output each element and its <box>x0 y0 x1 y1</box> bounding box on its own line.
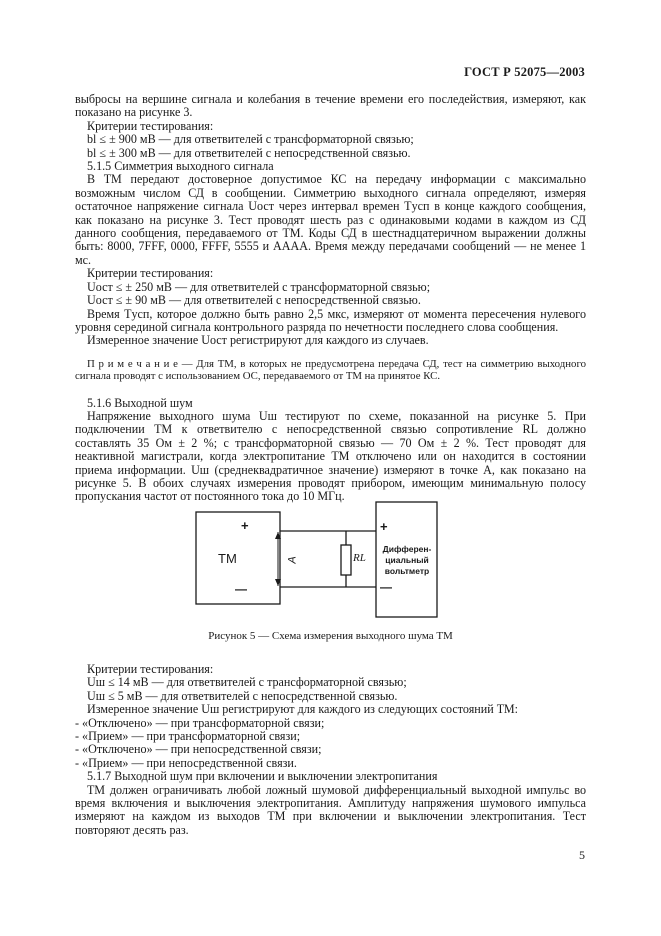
voltmeter-minus-sign: — <box>380 580 392 594</box>
paragraph: Uост ≤ ± 90 мВ — для ответвителей с непосредственной связью. <box>87 293 421 308</box>
list-item: - «Отключено» — при трансформаторной связи; <box>75 715 325 730</box>
figure-5 <box>75 494 586 650</box>
text-block-top <box>75 93 586 504</box>
tm-plus-sign: + <box>241 518 249 533</box>
tm-minus-sign: — <box>235 582 247 596</box>
paragraph: В ТМ передают достоверное допустимое КС на передачу информации с максимально возможным числом СД в сообщении. Симметрию выходного сигнала определяют, измеряя остаточное напряжение сигнала Uост через интервал времен Tусп в конце каждого сообщения, как показано на рисунке 3. Тест проводят шесть раз с одинаковыми кодами в каждом из СД данного сообщения, передаваемого от ТМ. Коды СД в шестнадцатеричном выражении должны быть: 8000, 7FFF, 0000, FFFF, 5555 и AAAA. Время между передачами сообщений — не менее 1 мс. <box>75 172 586 267</box>
list-item: - «Прием» — при непосредственной связи. <box>75 755 297 770</box>
list-item: - «Прием» — при трансформаторной связи; <box>75 729 301 744</box>
spacer <box>75 383 586 397</box>
text-block-bottom <box>75 663 586 837</box>
resistor-label: RL <box>353 552 366 564</box>
paragraph: bl ≤ ± 300 мВ — для ответвителей с непосредственной связью. <box>87 145 411 160</box>
paragraph: bl ≤ ± 900 мВ — для ответвителей с трансформаторной связью; <box>87 132 414 147</box>
voltmeter-plus-sign: + <box>380 519 388 534</box>
list-item: - «Отключено» — при непосредственной связи; <box>75 742 322 757</box>
page-number: 5 <box>579 848 585 862</box>
voltmeter-label-line: циальный <box>385 555 429 565</box>
standard-header: ГОСТ Р 52075—2003 <box>464 65 585 79</box>
section-heading: 5.1.6 Выходной шум <box>87 395 193 410</box>
paragraph: Uш ≤ 5 мВ — для ответвителей с непосредственной связью. <box>87 688 398 703</box>
paragraph: Напряжение выходного шума Uш тестируют по схеме, показанной на рисунке 5. При подключении ТМ к ответвителю с непосредственной связью сопротивление RL должно составлять 35 Ом ± 2 %; с трансформаторной связью — 70 Ом ± 2 %. Тест проводят для неактивной магистрали, когда электропитание ТМ отключено или он находится в состоянии приема информации. Uш (среднеквадратичное значение) измеряют в точке A, как показано на рисунке 5. В обоих случаях измерения проводят прибором, имеющим минимальную полосу пропускания частот от постоянного тока до 10 МГц. <box>75 408 586 504</box>
paragraph: Критерии тестирования: <box>87 662 214 676</box>
voltmeter-label <box>377 544 437 577</box>
paragraph: ТМ должен ограничивать любой ложный шумовой дифференциальный выходной импульс во время включения и выключения электропитания. Амплитуду напряжения шумового импульса измеряют на каждом из выходов ТМ при включении и выключении электропитания. Тест повторяют десять раз. <box>75 782 586 837</box>
paragraph: выбросы на вершине сигнала и колебания в течение времени его последействия, измеряют, как показано на рисунке 3. <box>75 92 586 120</box>
paragraph: Критерии тестирования: <box>87 118 214 133</box>
tm-label: ТМ <box>218 551 237 566</box>
paragraph: Время Tусп, которое должно быть равно 2,5 мкс, измеряют от момента пересечения нулевого уровня серединой сигнала контрольного разряда по нечетности последнего слова сообщения. <box>75 306 586 334</box>
paragraph: Uост ≤ ± 250 мВ — для ответвителей с трансформаторной связью; <box>87 279 431 294</box>
paragraph: Критерии тестирования: <box>87 266 214 281</box>
note: П р и м е ч а н и е — Для ТМ, в которых не предусмотрена передача СД, тест на симметрию выходного сигнала проводят с использованием ОС, передаваемого от ТМ на принятое КС. <box>75 357 586 383</box>
paragraph: Uш ≤ 14 мВ — для ответвителей с трансформаторной связью; <box>87 675 407 690</box>
resistor <box>341 545 351 575</box>
section-heading: 5.1.7 Выходной шум при включении и выключении электропитания <box>87 769 438 784</box>
voltmeter-label-line: Дифферен- <box>382 544 432 554</box>
point-a-label: A <box>286 556 299 564</box>
circuit-diagram <box>75 494 586 624</box>
paragraph: Измеренное значение Uост регистрируют для каждого из случаев. <box>87 333 429 348</box>
section-heading: 5.1.5 Симметрия выходного сигнала <box>87 159 274 174</box>
paragraph: Измеренное значение Uш регистрируют для каждого из следующих состояний ТМ: <box>87 702 519 717</box>
figure-caption: Рисунок 5 — Схема измерения выходного шума ТМ <box>208 630 453 642</box>
voltmeter-label-line: вольтметр <box>384 566 430 576</box>
